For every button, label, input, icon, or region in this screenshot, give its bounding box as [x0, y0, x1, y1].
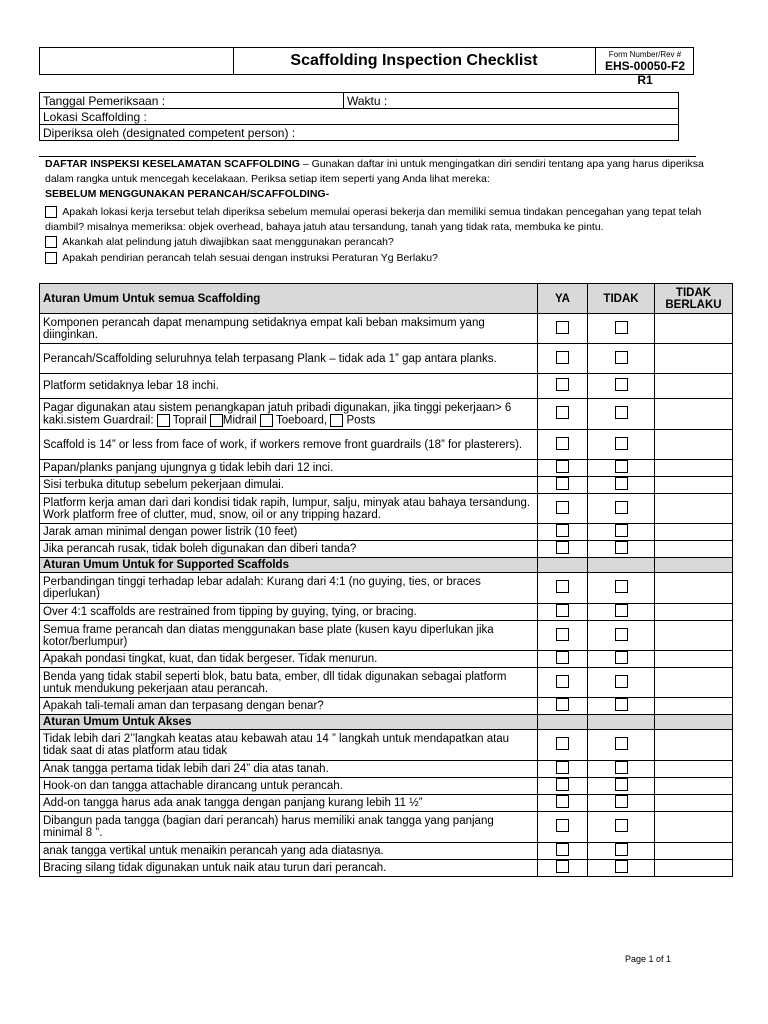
col-not-applicable: TIDAK BERLAKU [655, 284, 733, 314]
precheck-q2-text: Akankah alat pelindung jatuh diwajibkan saat menggunakan perancah? [62, 236, 394, 248]
checkbox[interactable] [615, 778, 628, 791]
table-row [40, 399, 733, 430]
checklist-item: Perbandingan tinggi terhadap lebar adalah: Kurang dari 4:1 (no guying, ties, or braces diperlukan) [40, 573, 538, 604]
check-cell-ya [538, 430, 588, 460]
checklist-item: Anak tangga pertama tidak lebih dari 24” dia atas tanah. [40, 761, 538, 778]
check-cell-ya [538, 621, 588, 651]
checklist-item: Papan/planks panjang ujungnya g tidak lebih dari 12 inci. [40, 460, 538, 477]
precheck-q3 [45, 251, 735, 266]
check-cell-tidak [588, 621, 655, 651]
table-row [40, 778, 733, 795]
table-row [40, 344, 733, 374]
check-cell-tidak [588, 374, 655, 399]
checkbox[interactable] [556, 501, 569, 514]
table-row [40, 314, 733, 344]
section-title: Aturan Umum Untuk Akses [40, 715, 538, 730]
checkbox[interactable] [615, 321, 628, 334]
checkbox[interactable] [615, 860, 628, 873]
checkbox[interactable] [615, 351, 628, 364]
check-cell-ya [538, 843, 588, 860]
check-cell-ya [538, 604, 588, 621]
posts-label: Posts [346, 414, 376, 427]
checklist-item: Apakah pondasi tingkat, kuat, dan tidak bergeser. Tidak menurun. [40, 651, 538, 668]
check-cell-tidak [588, 812, 655, 843]
checklist-item: Dibangun pada tangga (bagian dari perancah) harus memiliki anak tangga yang panjang minimal 8 ”. [40, 812, 538, 843]
table-row [40, 668, 733, 698]
checklist-table [39, 283, 733, 877]
table-row [40, 730, 733, 761]
check-cell-na [655, 698, 733, 715]
checkbox[interactable] [615, 737, 628, 750]
checkbox[interactable] [556, 651, 569, 664]
check-cell-na [655, 344, 733, 374]
check-cell-ya [538, 399, 588, 430]
check-cell-na [655, 730, 733, 761]
table-row [40, 812, 733, 843]
checkbox[interactable] [556, 604, 569, 617]
checkbox[interactable] [45, 206, 57, 218]
check-cell-na [655, 812, 733, 843]
table-row [40, 621, 733, 651]
checkbox[interactable] [556, 351, 569, 364]
table-row [40, 651, 733, 668]
checklist-item: anak tangga vertikal untuk menaikin perancah yang ada diatasnya. [40, 843, 538, 860]
checkbox[interactable] [556, 819, 569, 832]
checkbox[interactable] [556, 378, 569, 391]
check-cell-ya [538, 651, 588, 668]
check-cell-tidak [588, 778, 655, 795]
col-ya: YA [538, 284, 588, 314]
table-row [40, 761, 733, 778]
form-number: EHS-00050-F2 R1 [604, 59, 686, 87]
intro-heading-2: SEBELUM MENGGUNAKAN PERANCAH/SCAFFOLDING- [45, 188, 330, 200]
check-cell-tidak [588, 541, 655, 558]
precheck-q1-text: Apakah lokasi kerja tersebut telah diperiksa sebelum memulai operasi bekerja dan memiliki semua tindakan pencegahan yang tepat telah diambil? misalnya memeriksa: objek overhead, bahaya jatuh atau tersandung, tanah yang tidak rata, membuka ke pintu. [45, 206, 702, 233]
checkbox[interactable] [615, 541, 628, 554]
form-number-cell [596, 48, 694, 87]
checkbox[interactable] [556, 460, 569, 473]
checklist-item: Bracing silang tidak digunakan untuk naik atau turun dari perancah. [40, 860, 538, 877]
checklist-item: Sisi terbuka ditutup sebelum pekerjaan dimulai. [40, 477, 538, 494]
checkbox[interactable] [556, 737, 569, 750]
check-cell-tidak [588, 314, 655, 344]
midrail-label: Midrail [222, 414, 257, 427]
check-cell-na [655, 374, 733, 399]
checkbox[interactable] [615, 477, 628, 490]
check-cell-ya [538, 698, 588, 715]
check-cell-tidak [588, 698, 655, 715]
check-cell-na [655, 761, 733, 778]
page-number: Page 1 of 1 [625, 954, 672, 964]
checkbox-toprail[interactable] [157, 414, 170, 427]
checkbox[interactable] [556, 795, 569, 808]
section-blank [588, 558, 655, 573]
precheck-q2 [45, 235, 735, 250]
check-cell-na [655, 541, 733, 558]
check-cell-tidak [588, 460, 655, 477]
table-row [40, 573, 733, 604]
toprail-label: Toprail [172, 414, 207, 427]
check-cell-na [655, 430, 733, 460]
check-cell-na [655, 651, 733, 668]
check-cell-na [655, 494, 733, 524]
check-cell-na [655, 860, 733, 877]
checkbox[interactable] [615, 819, 628, 832]
checkbox[interactable] [556, 437, 569, 450]
check-cell-na [655, 604, 733, 621]
checklist-item: Hook-on dan tangga attachable dirancang untuk perancah. [40, 778, 538, 795]
check-cell-ya [538, 860, 588, 877]
checkbox[interactable] [556, 628, 569, 641]
intro-heading: DAFTAR INSPEKSI KESELAMATAN SCAFFOLDING [45, 158, 300, 170]
checklist-item: Scaffold is 14” or less from face of work, if workers remove front guardrails (18” for plasterers). [40, 430, 538, 460]
check-cell-tidak [588, 795, 655, 812]
check-cell-tidak [588, 573, 655, 604]
check-cell-tidak [588, 524, 655, 541]
check-cell-tidak [588, 860, 655, 877]
section-blank [538, 558, 588, 573]
checkbox[interactable] [615, 761, 628, 774]
time-field[interactable]: Waktu : [344, 93, 679, 109]
check-cell-tidak [588, 477, 655, 494]
check-cell-ya [538, 541, 588, 558]
check-cell-ya [538, 730, 588, 761]
check-cell-tidak [588, 399, 655, 430]
check-cell-tidak [588, 604, 655, 621]
section-blank [538, 715, 588, 730]
checkbox[interactable] [615, 698, 628, 711]
section-header [40, 558, 733, 573]
checkbox[interactable] [556, 406, 569, 419]
section-title: Aturan Umum Untuk for Supported Scaffolds [40, 558, 538, 573]
check-cell-tidak [588, 651, 655, 668]
check-cell-tidak [588, 494, 655, 524]
checkbox[interactable] [556, 843, 569, 856]
checkbox[interactable] [615, 437, 628, 450]
location-field[interactable]: Lokasi Scaffolding : [40, 109, 679, 125]
check-cell-ya [538, 460, 588, 477]
check-cell-ya [538, 314, 588, 344]
date-field[interactable]: Tanggal Pemeriksaan : [40, 93, 344, 109]
checkbox[interactable] [615, 604, 628, 617]
checkbox-posts[interactable] [330, 414, 343, 427]
checkbox[interactable] [615, 795, 628, 808]
checklist-item: Platform setidaknya lebar 18 inchi. [40, 374, 538, 399]
checkbox[interactable] [615, 651, 628, 664]
checkbox[interactable] [615, 460, 628, 473]
check-cell-na [655, 795, 733, 812]
checkbox[interactable] [615, 580, 628, 593]
checkbox[interactable] [556, 860, 569, 873]
check-cell-ya [538, 573, 588, 604]
checklist-item: Over 4:1 scaffolds are restrained from tipping by guying, tying, or bracing. [40, 604, 538, 621]
check-cell-na [655, 668, 733, 698]
checkbox[interactable] [615, 843, 628, 856]
check-cell-tidak [588, 668, 655, 698]
checklist-item: Tidak lebih dari 2’’langkah keatas atau kebawah atau 14 ” langkah untuk mendapatkan atau tidak saat di atas platform atau tidak [40, 730, 538, 761]
checkbox[interactable] [556, 761, 569, 774]
checkbox[interactable] [615, 628, 628, 641]
check-cell-na [655, 399, 733, 430]
checkbox[interactable] [615, 524, 628, 537]
check-cell-ya [538, 778, 588, 795]
table-row [40, 374, 733, 399]
check-cell-tidak [588, 761, 655, 778]
check-cell-ya [538, 494, 588, 524]
checkbox[interactable] [556, 541, 569, 554]
checkbox[interactable] [556, 698, 569, 711]
checkbox[interactable] [556, 321, 569, 334]
inspection-info-table [39, 92, 679, 141]
checkbox[interactable] [45, 236, 57, 248]
check-cell-na [655, 314, 733, 344]
check-cell-ya [538, 668, 588, 698]
checklist-item: Komponen perancah dapat menampung setidaknya empat kali beban maksimum yang diinginkan. [40, 314, 538, 344]
table-row [40, 524, 733, 541]
table-row [40, 541, 733, 558]
checklist-item: Platform kerja aman dari dari kondisi tidak rapih, lumpur, salju, minyak atau bahaya tersandung. Work platform free of clutter, mud, snow, oil or any tripping hazard. [40, 494, 538, 524]
checklist-item: Add-on tangga harus ada anak tangga dengan panjang kurang lebih 11 ½” [40, 795, 538, 812]
section-header [40, 715, 733, 730]
checkbox[interactable] [556, 524, 569, 537]
guardrail-text: Pagar digunakan atau sistem penangkapan jatuh pribadi digunakan, jika tinggi pekerjaan> 6 kaki.sistem Guardrail: [43, 401, 512, 427]
checkbox[interactable] [45, 252, 57, 264]
check-cell-na [655, 621, 733, 651]
check-cell-na [655, 524, 733, 541]
checkbox-midrail[interactable] [210, 414, 223, 427]
check-cell-ya [538, 761, 588, 778]
col-tidak: TIDAK [588, 284, 655, 314]
checkbox[interactable] [556, 675, 569, 688]
form-title: Scaffolding Inspection Checklist [233, 48, 596, 74]
table-row [40, 860, 733, 877]
check-cell-ya [538, 795, 588, 812]
checklist-item: Apakah tali-temali aman dan terpasang dengan benar? [40, 698, 538, 715]
check-cell-tidak [588, 430, 655, 460]
check-cell-na [655, 843, 733, 860]
checklist-item: Jarak aman minimal dengan power listrik (10 feet) [40, 524, 538, 541]
precheck-q1 [45, 205, 735, 235]
check-cell-tidak [588, 344, 655, 374]
table-row [40, 494, 733, 524]
checkbox-toeboard[interactable] [260, 414, 273, 427]
check-cell-ya [538, 524, 588, 541]
checkbox[interactable] [615, 378, 628, 391]
precheck-q3-text: Apakah pendirian perancah telah sesuai dengan instruksi Peraturan Yg Berlaku? [62, 252, 438, 264]
section-blank [588, 715, 655, 730]
check-cell-ya [538, 812, 588, 843]
checkbox[interactable] [615, 406, 628, 419]
toeboard-label: Toeboard, [275, 414, 328, 427]
table-row [40, 843, 733, 860]
table-row [40, 604, 733, 621]
inspector-field[interactable]: Diperiksa oleh (designated competent person) : [40, 125, 679, 141]
check-cell-ya [538, 477, 588, 494]
check-cell-ya [538, 374, 588, 399]
checklist-item [40, 399, 538, 430]
table-row [40, 477, 733, 494]
checkbox[interactable] [556, 778, 569, 791]
section-blank [655, 558, 733, 573]
checkbox[interactable] [615, 501, 628, 514]
col-general-rules: Aturan Umum Untuk semua Scaffolding [40, 284, 538, 314]
checkbox[interactable] [556, 580, 569, 593]
check-cell-na [655, 573, 733, 604]
form-header [39, 47, 694, 87]
checkbox[interactable] [556, 477, 569, 490]
check-cell-na [655, 460, 733, 477]
section-blank [655, 715, 733, 730]
table-row [40, 460, 733, 477]
check-cell-na [655, 778, 733, 795]
check-cell-tidak [588, 730, 655, 761]
checkbox[interactable] [615, 675, 628, 688]
check-cell-na [655, 477, 733, 494]
intro-body: – Gunakan daftar ini untuk mengingatkan diri sendiri tentang apa yang harus diperiksa dalam rangka untuk mencegah kecelakaan. Periksa setiap item seperti yang Anda lihat mereka: [45, 158, 704, 185]
table-row [40, 795, 733, 812]
check-cell-tidak [588, 843, 655, 860]
table-row [40, 698, 733, 715]
form-number-label: Form Number/Rev # [608, 50, 682, 59]
intro-text [45, 157, 735, 202]
checklist-item: Perancah/Scaffolding seluruhnya telah terpasang Plank – tidak ada 1” gap antara planks. [40, 344, 538, 374]
checklist-item: Benda yang tidak stabil seperti blok, batu bata, ember, dll tidak digunakan sebagai platform untuk mendukung pekerjaan atau perancah. [40, 668, 538, 698]
checklist-item: Jika perancah rusak, tidak boleh digunakan dan diberi tanda? [40, 541, 538, 558]
checklist-item: Semua frame perancah dan diatas menggunakan base plate (kusen kayu diperlukan jika kotor/berlumpur) [40, 621, 538, 651]
table-row [40, 430, 733, 460]
header-blank-cell [40, 48, 234, 74]
check-cell-ya [538, 344, 588, 374]
